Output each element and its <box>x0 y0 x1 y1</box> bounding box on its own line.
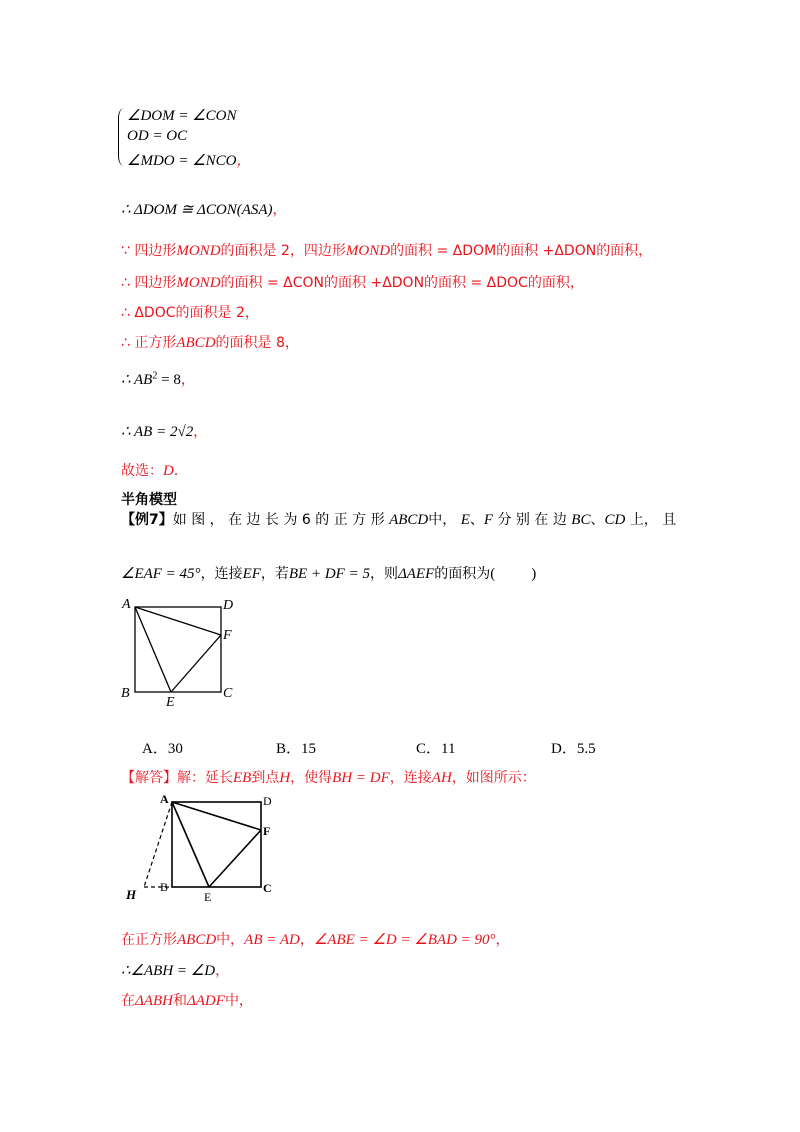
segment-ae-2 <box>172 802 209 887</box>
system-brace <box>118 108 125 166</box>
solution-line-2: 在正方形ABCD中，AB = AD，∠ABE = ∠D = ∠BAD = 90°， <box>121 932 510 948</box>
label-e: E <box>166 695 175 710</box>
solution-figure <box>118 790 278 904</box>
segment-ef <box>171 635 221 692</box>
area-line-2: ∵ 四边形MOND的面积是 2，四边形MOND的面积 = ΔDOM的面积 +ΔDON的面积， <box>121 243 653 259</box>
ab-value-line: ∴ AB = 2√2， <box>121 424 208 440</box>
problem-line-2: ∠EAF = 45°，连接EF，若BE + DF = 5，则ΔAEF的面积为( ) <box>121 566 537 582</box>
segment-af-2 <box>172 802 261 830</box>
label-c: C <box>223 686 233 701</box>
option-b: B．15 <box>276 741 317 757</box>
label-a: A <box>122 597 131 612</box>
option-d: D．5.5 <box>551 741 596 757</box>
segment-ah-dashed <box>144 802 172 887</box>
segment-ae <box>135 607 171 692</box>
system-row-3: ∠MDO = ∠NCO， <box>127 153 251 169</box>
solution-line-4: 在ΔABH和ΔADF中， <box>121 993 253 1009</box>
section-heading: 半角模型 <box>121 492 177 508</box>
problem-line-1: 【例7】如 图 ， 在 边 长 为 6 的 正 方 形 ABCD中， E、F 分 别 在 边 BC、CD 上， 且 <box>121 512 677 528</box>
label-b-2: B <box>160 880 169 894</box>
label-e-2: E <box>204 890 212 904</box>
option-a: A．30 <box>142 741 183 757</box>
option-c: C．11 <box>416 741 456 757</box>
solution-line-1: 【解答】解：延长EB到点H，使得BH = DF，连接AH，如图所示： <box>121 770 536 786</box>
system-row-2: OD = OC <box>127 128 188 144</box>
label-a-2: A <box>160 792 169 806</box>
area-line-3: ∴ 四边形MOND的面积 = ΔCON的面积 +ΔDON的面积 = ΔDOC的面积， <box>121 275 584 291</box>
label-d: D <box>223 598 234 613</box>
answer-line: 故选：D． <box>121 463 188 479</box>
segment-af <box>135 607 221 635</box>
problem-figure <box>112 592 242 710</box>
label-f-2: F <box>263 824 271 838</box>
label-c-2: C <box>263 881 272 895</box>
congruence-line: ∴ ΔDOM ≅ ΔCON(ASA)， <box>121 202 287 218</box>
ab-squared-line: ∴ $AB^2 = 8$， <box>121 370 195 388</box>
system-row-1: ∠DOM = ∠CON <box>127 108 237 124</box>
label-h-2: H <box>126 887 137 902</box>
label-b: B <box>121 686 130 701</box>
area-line-5: ∴ 正方形ABCD的面积是 8， <box>121 335 299 351</box>
segment-ef-2 <box>209 830 261 887</box>
area-line-4: ∴ ΔDOC的面积是 2， <box>121 305 259 321</box>
label-f: F <box>223 628 232 643</box>
solution-line-3: ∴∠ABH = ∠D， <box>121 963 230 979</box>
label-d-2: D <box>263 794 272 808</box>
